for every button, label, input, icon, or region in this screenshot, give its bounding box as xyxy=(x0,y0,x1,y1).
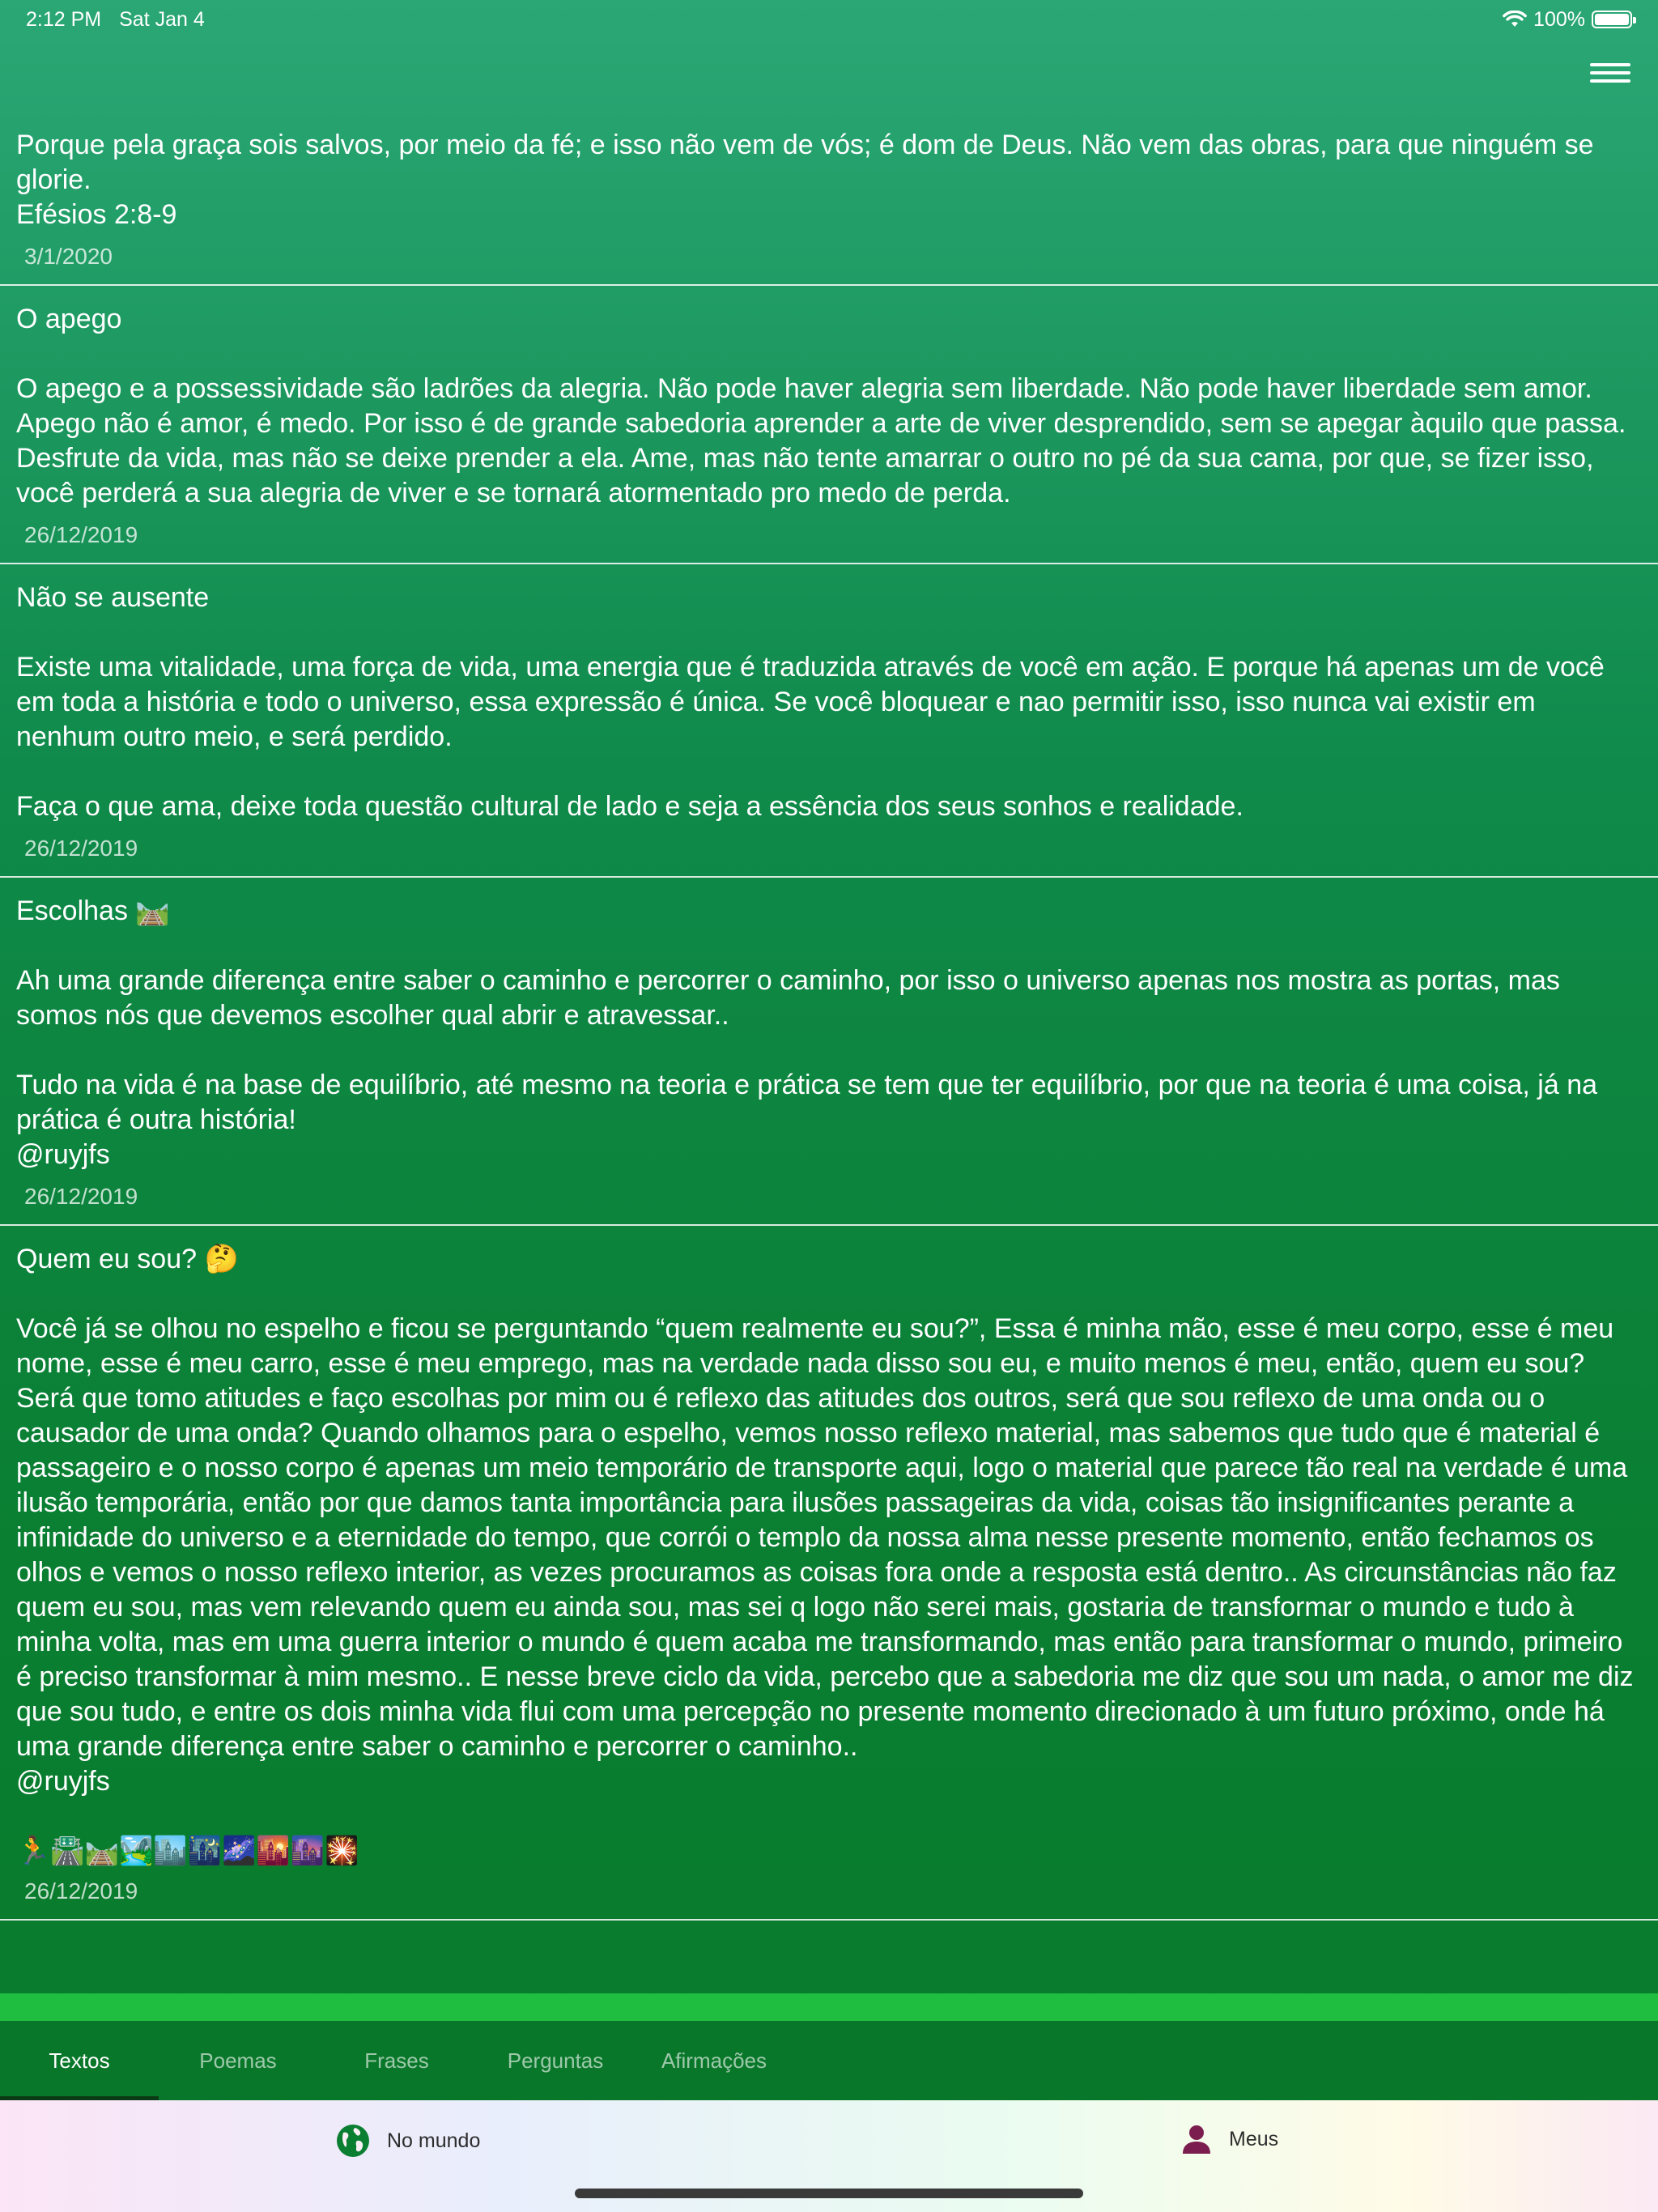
post-body: Você já se olhou no espelho e ficou se perguntando “quem realmente eu sou?”, Essa é minha mão, esse é meu corpo, esse é meu nome, esse é meu carro, esse é meu emprego, mas na verdade nada disso sou eu, e muito menos é meu, então, quem eu sou? Será que tomo atitudes e faço escolhas por mim ou é reflexo das atitudes dos outros, será que sou reflexo de uma onda ou o causador de uma onda? Quando olhamos para o espelho, vemos nosso reflexo material, mas sabemos que tudo que é material é passageiro e o nosso corpo é apenas um meio temporário de transporte aqui, logo o material que parece tão real na verdade é uma ilusão temporária, então por que damos tanta importância para ilusões passageiras da vida, coisas tão insignificantes perante a infinidade do universo e a eternidade do tempo, que corrói o templo da nossa alma nesse presente momento, então fechamos os olhos e vemos o nosso reflexo interior, as vezes procuramos as coisas fora onde a resposta está dentro.. As circunstâncias não faz quem eu sou, mas vem relevando quem eu ainda sou, mas sei q logo não serei mais, gostaria de transformar o mundo e tudo à minha volta, mas em uma guerra interior o mundo é quem acaba me transformando, mas então para transformar o mundo, primeiro é preciso transformar à mim mesmo.. E nesse breve ciclo da vida, percebo que a sabedoria me diz que sou um nada, o amor me diz que sou tudo, e entre os dois minha vida flui com uma percepção no presente momento direcionado à um futuro próximo, onde há uma grande diferença entre saber o caminho e percorrer o caminho.. @ruyjfs xyxy=(16,1313,1634,1797)
tab-afirmacoes[interactable]: Afirmações xyxy=(661,2048,767,2073)
post-body: Ah uma grande diferença entre saber o caminho e percorrer o caminho, por isso o universo apenas nos mostra as portas, mas somos nós que devemos escolher qual abrir e atravessar.. Tudo na vida é na base de equilíbrio, até mesmo na teoria e prática se tem que ter equilíbrio, por que na teoria é uma coisa, já na prática é outra história! @ruyjfs xyxy=(16,965,1598,1170)
menu-icon[interactable] xyxy=(1590,58,1630,91)
nav-no-mundo-label: No mundo xyxy=(387,2129,481,2152)
battery-icon xyxy=(1592,11,1632,28)
post-body: O apego e a possessividade são ladrões da alegria. Não pode haver alegria sem liberdade. Não pode haver liberdade sem amor. Apego não é amor, é medo. Por isso é de grande sabedoria aprender a arte de viver desprendido, sem se apegar àquilo que passa. Desfrute da vida, mas não se deixe prender a ela. Ame, mas não tente amarrar o outro no pé da sua cama, por que, se fizer isso, você perderá a sua alegria de viver e se tornará atormentado pro medo de perda. xyxy=(16,373,1634,508)
post-title: O apego xyxy=(16,304,122,334)
post-emojis: 🏃🛣️🛤️🏞️🏙️🌃🌌🌇🌆🎇 xyxy=(16,1836,359,1866)
category-tab-bar xyxy=(0,2021,1658,2100)
globe-icon xyxy=(335,2123,371,2159)
post-date: 26/12/2019 xyxy=(24,522,138,547)
post-title: Escolhas 🛤️ xyxy=(16,895,170,926)
post-card[interactable] xyxy=(0,564,1658,878)
nav-no-mundo[interactable] xyxy=(335,2123,480,2159)
post-card[interactable] xyxy=(0,121,1658,286)
battery-percent: 100% xyxy=(1533,7,1585,31)
post-feed xyxy=(0,121,1658,1921)
post-emoji-row xyxy=(16,1835,1642,1867)
post-title: Quem eu sou? 🤔 xyxy=(16,1244,239,1274)
tab-perguntas[interactable]: Perguntas xyxy=(507,2048,604,2073)
post-date: 26/12/2019 xyxy=(24,836,138,861)
post-card[interactable] xyxy=(0,878,1658,1226)
tab-bar-divider xyxy=(0,1993,1658,2021)
post-card[interactable] xyxy=(0,1226,1658,1921)
tab-poemas[interactable]: Poemas xyxy=(199,2048,277,2073)
home-indicator xyxy=(575,2189,1083,2198)
post-date: 26/12/2019 xyxy=(24,1184,138,1209)
post-date: 26/12/2019 xyxy=(24,1878,138,1904)
post-body: Existe uma vitalidade, uma força de vida, uma energia que é traduzida através de você em ação. E porque há apenas um de você em toda a história e todo o universo, essa expressão é única. Se você bloquear e nao permitir isso, isso nunca vai existir em nenhum outro meio, e será perdido. Faça o que ama, deixe toda questão cultural de lado e seja a essência dos seus sonhos e realidade. xyxy=(16,652,1605,822)
post-title: Não se ausente xyxy=(16,582,210,613)
nav-meus-label: Meus xyxy=(1229,2127,1279,2150)
status-time: 2:12 PM xyxy=(26,7,102,31)
post-card[interactable] xyxy=(0,286,1658,564)
tab-textos[interactable]: Textos xyxy=(0,2021,159,2100)
status-bar xyxy=(0,0,1658,39)
post-date: 3/1/2020 xyxy=(24,244,113,269)
nav-meus[interactable] xyxy=(1180,2123,1278,2155)
person-icon xyxy=(1180,2123,1213,2155)
status-date: Sat Jan 4 xyxy=(119,7,205,31)
wifi-icon xyxy=(1503,11,1527,28)
post-body: Porque pela graça sois salvos, por meio da fé; e isso não vem de vós; é dom de Deus. Não vem das obras, para que ninguém se glorie. Efésios 2:8-9 xyxy=(16,130,1594,230)
tab-frases[interactable]: Frases xyxy=(364,2048,429,2073)
